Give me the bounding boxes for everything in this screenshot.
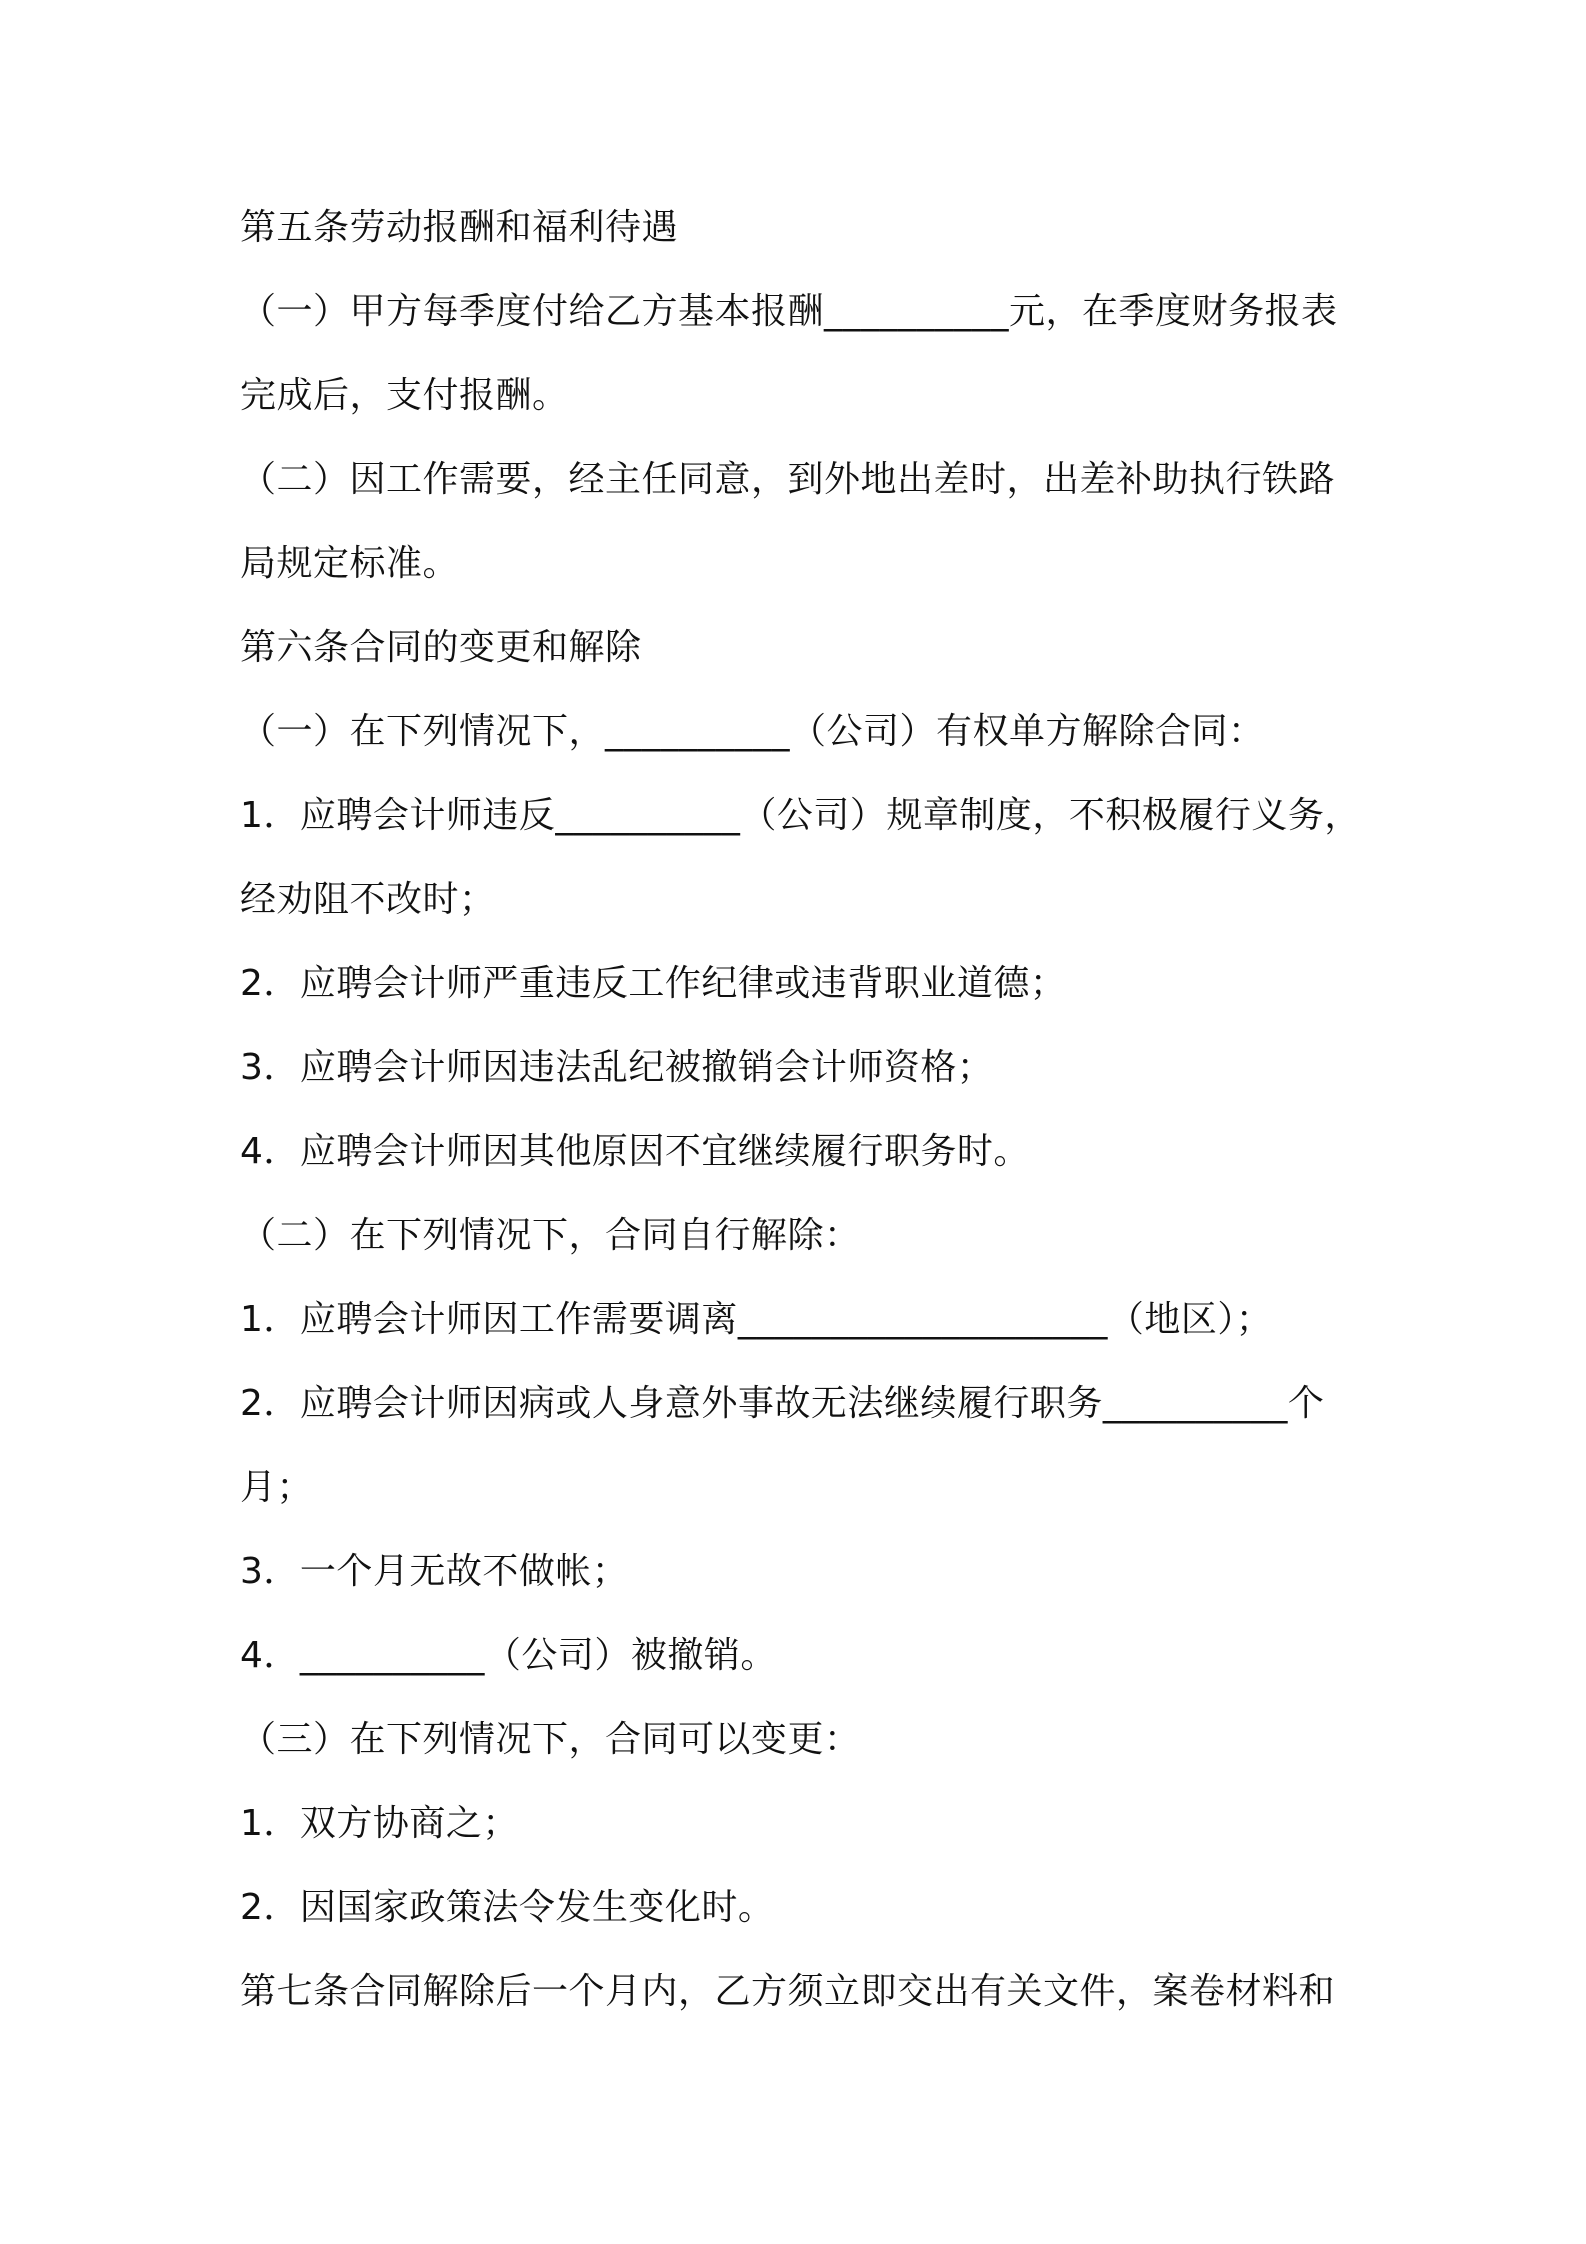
section-heading-article-6: 第六条合同的变更和解除 — [240, 627, 642, 668]
paragraph-line: （二）因工作需要，经主任同意，到外地出差时，出差补助执行铁路 — [240, 459, 1336, 500]
paragraph-line: 局规定标准。 — [240, 543, 460, 584]
list-item-line: 2．应聘会计师严重违反工作纪律或违背职业道德； — [240, 963, 1067, 1004]
section-heading-article-5: 第五条劳动报酬和福利待遇 — [240, 207, 679, 248]
list-item-line: 1．应聘会计师违反__________（公司）规章制度，不积极履行义务， — [240, 795, 1361, 836]
paragraph-line: 完成后，支付报酬。 — [240, 375, 569, 416]
list-item-line: 3．一个月无故不做帐； — [240, 1551, 629, 1592]
list-item-line: 4．应聘会计师因其他原因不宜继续履行职务时。 — [240, 1131, 1030, 1172]
list-item-line: 1．双方协商之； — [240, 1803, 519, 1844]
list-item-line: 3．应聘会计师因违法乱纪被撤销会计师资格； — [240, 1047, 994, 1088]
list-item-line: 经劝阻不改时； — [240, 879, 496, 920]
section-heading-article-7: 第七条合同解除后一个月内，乙方须立即交出有关文件，案卷材料和 — [240, 1971, 1336, 2012]
paragraph-line: （二）在下列情况下，合同自行解除： — [240, 1215, 861, 1256]
list-item-line: 4．__________（公司）被撤销。 — [240, 1635, 777, 1676]
list-item-line: 2．因国家政策法令发生变化时。 — [240, 1887, 775, 1928]
list-item-line: 2．应聘会计师因病或人身意外事故无法继续履行职务__________个 — [240, 1383, 1325, 1424]
list-item-line: 月； — [240, 1467, 314, 1508]
list-item-line: 1．应聘会计师因工作需要调离____________________（地区）； — [240, 1299, 1273, 1340]
paragraph-line: （一）甲方每季度付给乙方基本报酬__________元，在季度财务报表 — [240, 291, 1338, 332]
paragraph-line: （一）在下列情况下，__________（公司）有权单方解除合同： — [240, 711, 1265, 752]
paragraph-line: （三）在下列情况下，合同可以变更： — [240, 1719, 861, 1760]
